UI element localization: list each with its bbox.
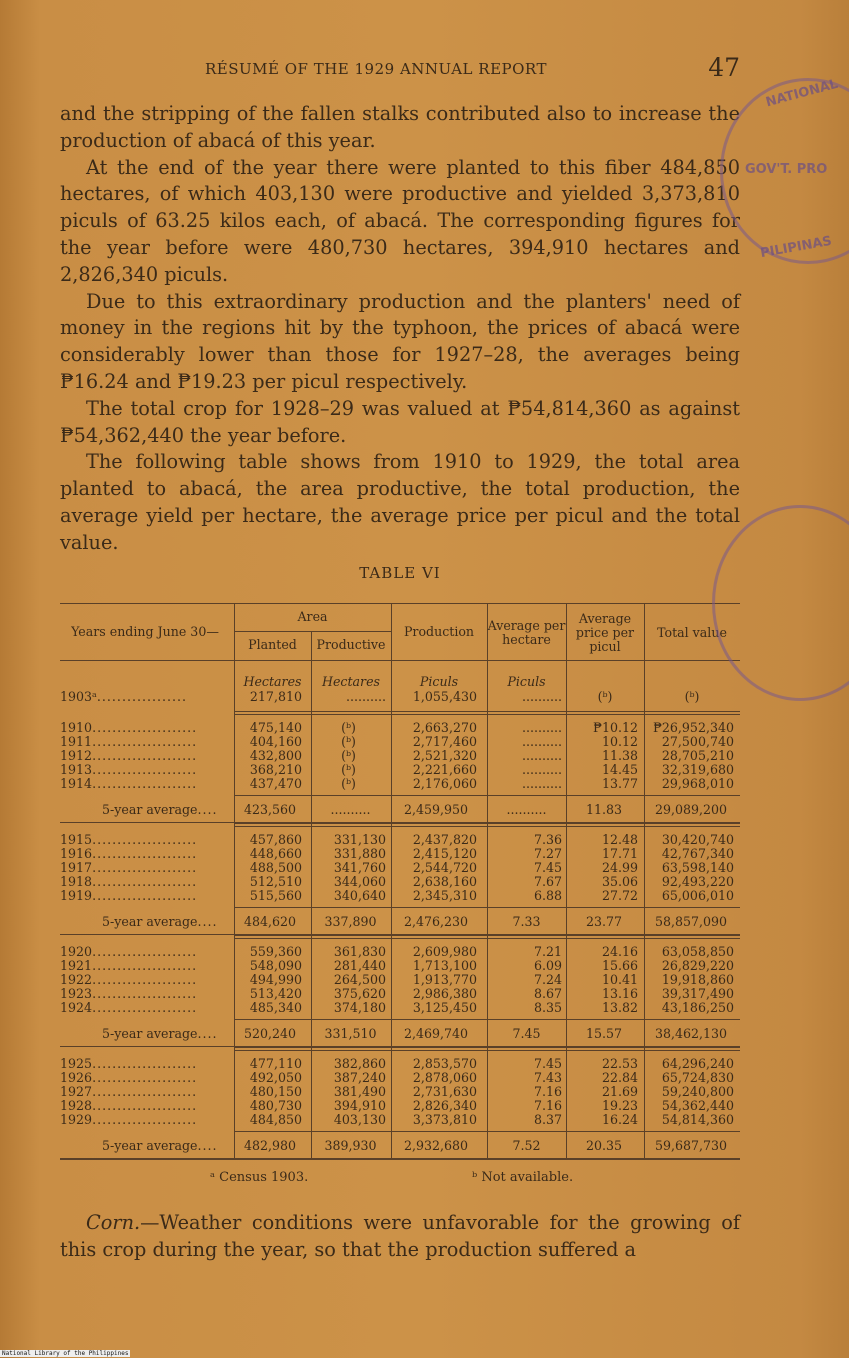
cell-avg-per-hectare: 7.16 bbox=[533, 1098, 562, 1113]
header-planted: Planted bbox=[248, 637, 297, 652]
cell-avg-per-hectare: .......... bbox=[521, 776, 562, 791]
cell-planted: 477,110 bbox=[249, 1056, 302, 1071]
cell-productive: 375,620 bbox=[333, 986, 386, 1001]
unit-planted: Hectares bbox=[243, 674, 302, 689]
cell-production: 2,638,160 bbox=[412, 874, 477, 889]
cell-total-value: 28,705,210 bbox=[661, 748, 734, 763]
average-avg-per-hectare: .......... bbox=[506, 802, 547, 817]
cell-avg-price: 14.45 bbox=[601, 762, 638, 777]
unit-avg-per-hectare: Piculs bbox=[507, 674, 546, 689]
cell-avg-price: 16.24 bbox=[601, 1112, 638, 1127]
average-avg-price: 11.83 bbox=[585, 802, 623, 817]
cell-production: 3,373,810 bbox=[412, 1112, 477, 1127]
cell-planted: 432,800 bbox=[249, 748, 302, 763]
stamp-text-top: NATIONAL bbox=[764, 76, 840, 111]
header-avg-price: Average price per picul bbox=[575, 611, 635, 654]
cell-avg-price: 24.16 bbox=[601, 944, 638, 959]
cell-total-value: 39,317,490 bbox=[661, 986, 734, 1001]
cell-planted: 448,660 bbox=[249, 846, 302, 861]
corn-heading: Corn. bbox=[86, 1211, 141, 1234]
cell-avg-per-hectare: 6.88 bbox=[533, 888, 562, 903]
cell-total-value: 54,814,360 bbox=[661, 1112, 734, 1127]
cell-avg-per-hectare: .......... bbox=[521, 748, 562, 763]
cell-planted: 457,860 bbox=[249, 832, 302, 847]
library-credit: National Library of the Philippines bbox=[2, 1350, 129, 1357]
cell-avg-per-hectare: .......... bbox=[521, 762, 562, 777]
average-label: 5-year average bbox=[102, 802, 198, 817]
cell-avg-price: 13.82 bbox=[601, 1000, 638, 1015]
cell-total-value: 26,829,220 bbox=[661, 958, 734, 973]
cell-planted: 513,420 bbox=[249, 986, 302, 1001]
corn-text: —Weather conditions were unfavorable for the growing of this crop during the year, so that the production suffered a bbox=[60, 1211, 740, 1261]
cell-total-value: 43,186,250 bbox=[661, 1000, 734, 1015]
footnote-b: ᵇ Not available. bbox=[472, 1170, 574, 1185]
cell-planted: 548,090 bbox=[249, 958, 302, 973]
average-planted: 520,240 bbox=[243, 1026, 297, 1041]
cell-production: 2,717,460 bbox=[412, 734, 477, 749]
cell-total-value: 92,493,220 bbox=[661, 874, 734, 889]
cell-planted: 404,160 bbox=[249, 734, 302, 749]
cell-productive: 394,910 bbox=[333, 1098, 386, 1113]
cell-total-value: ₱26,952,340 bbox=[653, 720, 734, 735]
cell-production: 2,663,270 bbox=[412, 720, 477, 735]
cell-avg-per-hectare: 8.37 bbox=[533, 1112, 562, 1127]
cell-planted: 480,150 bbox=[249, 1084, 302, 1099]
cell-year: 1925 bbox=[60, 1056, 93, 1071]
paragraph-crop-value: The total crop for 1928–29 was valued at ₱54,814,360 as against ₱54,362,440 the year before. bbox=[60, 396, 740, 447]
cell-productive: 344,060 bbox=[333, 874, 386, 889]
cell-total-value: 29,968,010 bbox=[661, 776, 734, 791]
header-productive: Productive bbox=[316, 637, 386, 652]
cell-production: 2,826,340 bbox=[412, 1098, 477, 1113]
cell-avg-per-hectare: 8.35 bbox=[533, 1000, 562, 1015]
cell-total-value: 59,240,800 bbox=[661, 1084, 734, 1099]
cell-avg-per-hectare: 7.36 bbox=[533, 832, 562, 847]
cell-production: 2,437,820 bbox=[412, 832, 477, 847]
footnote-a: ᵃ Census 1903. bbox=[210, 1170, 309, 1185]
cell-planted: 485,340 bbox=[249, 1000, 302, 1015]
cell-productive: 331,880 bbox=[333, 846, 386, 861]
cell-planted: 368,210 bbox=[249, 762, 302, 777]
average-label: 5-year average bbox=[102, 1138, 198, 1153]
cell-avg-price: 10.41 bbox=[601, 972, 638, 987]
header-area: Area bbox=[297, 609, 328, 624]
cell-avg-price: 27.72 bbox=[601, 888, 638, 903]
cell-planted: 475,140 bbox=[249, 720, 302, 735]
average-avg-per-hectare: 7.45 bbox=[512, 1026, 541, 1041]
cell-year: 1924 bbox=[60, 1000, 93, 1015]
average-avg-per-hectare: 7.33 bbox=[512, 914, 541, 929]
header-production: Production bbox=[403, 624, 475, 639]
average-planted: 423,560 bbox=[243, 802, 297, 817]
cell-total-value: 42,767,340 bbox=[661, 846, 734, 861]
average-production: 2,469,740 bbox=[403, 1026, 469, 1041]
cell-avg-price: 17.71 bbox=[601, 846, 638, 861]
cell-productive: (ᵇ) bbox=[341, 720, 356, 735]
cell-production: 2,731,630 bbox=[412, 1084, 477, 1099]
cell-avg-per-hectare: 7.43 bbox=[533, 1070, 562, 1085]
cell-production: 2,415,120 bbox=[412, 846, 477, 861]
cell-production: 2,986,380 bbox=[412, 986, 477, 1001]
cell-avg-per-hectare: 7.45 bbox=[533, 1056, 562, 1071]
cell-avg-per-hectare: 7.24 bbox=[533, 972, 562, 987]
cell-avg-price: 21.69 bbox=[601, 1084, 638, 1099]
stamp-text-low: PILIPINAS bbox=[759, 233, 833, 262]
cell-year: 1922 bbox=[60, 972, 93, 987]
cell-production: 1,913,770 bbox=[412, 972, 477, 987]
cell-productive: 264,500 bbox=[333, 972, 386, 987]
cell-total-value: 54,362,440 bbox=[661, 1098, 734, 1113]
cell-production: 2,521,320 bbox=[412, 748, 477, 763]
cell-year: 1926 bbox=[60, 1070, 93, 1085]
cell-production: 2,176,060 bbox=[412, 776, 477, 791]
table-title: TABLE VI bbox=[359, 564, 441, 582]
average-production: 2,459,950 bbox=[403, 802, 469, 817]
header-years: Years ending June 30— bbox=[71, 624, 219, 639]
paragraph-table-intro: The following table shows from 1910 to 1929, the total area planted to abacá, the area productive, the total production, the average yield per hectare, the average price per picul and the total value. bbox=[60, 450, 740, 554]
average-total-value: 59,687,730 bbox=[654, 1138, 728, 1153]
cell-productive: (ᵇ) bbox=[341, 748, 356, 763]
cell-avg-price: 12.48 bbox=[601, 832, 638, 847]
average-label: 5-year average bbox=[102, 914, 198, 929]
body-paragraphs bbox=[60, 101, 740, 557]
cell-productive: 341,760 bbox=[333, 860, 386, 875]
unit-production: Piculs bbox=[419, 674, 459, 689]
cell-productive: 340,640 bbox=[333, 888, 386, 903]
unit-productive: Hectares bbox=[322, 674, 380, 689]
cell-avg-price: 35.06 bbox=[601, 874, 638, 889]
cell-year: 1919 bbox=[60, 888, 93, 903]
cell-avg-price: 22.53 bbox=[601, 1056, 638, 1071]
cell-total-value: 30,420,740 bbox=[661, 832, 734, 847]
cell-avg-price: 11.38 bbox=[601, 748, 638, 763]
cell-total-value: (ᵇ) bbox=[684, 689, 700, 704]
cell-avg-per-hectare: 7.16 bbox=[533, 1084, 562, 1099]
header-total-value: Total value bbox=[657, 625, 727, 640]
cell-avg-price: 24.99 bbox=[601, 860, 638, 875]
cell-productive: 403,130 bbox=[333, 1112, 386, 1127]
cell-productive: .......... bbox=[345, 689, 386, 704]
cell-planted: 512,510 bbox=[249, 874, 302, 889]
cell-avg-price: 15.66 bbox=[601, 958, 638, 973]
cell-year: 1910 bbox=[60, 720, 93, 735]
cell-avg-price: (ᵇ) bbox=[597, 689, 613, 704]
paragraph-planted-area: At the end of the year there were planted to this fiber 484,850 hectares, of which 403,130 were productive and yielded 3,373,810 piculs of 63.25 kilos each, of abacá. The corresponding figures for the year before were 480,730 hectares, 394,910 hectares and 2,826,340 piculs. bbox=[60, 155, 740, 286]
average-total-value: 29,089,200 bbox=[654, 802, 728, 817]
cell-avg-price: 19.23 bbox=[601, 1098, 638, 1113]
cell-avg-per-hectare: 7.45 bbox=[533, 860, 562, 875]
average-avg-price: 15.57 bbox=[585, 1026, 623, 1041]
cell-productive: 387,240 bbox=[333, 1070, 386, 1085]
cell-production: 2,544,720 bbox=[412, 860, 477, 875]
cell-avg-price: 10.12 bbox=[601, 734, 638, 749]
average-total-value: 58,857,090 bbox=[654, 914, 728, 929]
cell-total-value: 27,500,740 bbox=[661, 734, 734, 749]
cell-year: 1911 bbox=[60, 734, 93, 749]
cell-avg-per-hectare: 6.09 bbox=[533, 958, 562, 973]
average-avg-price: 20.35 bbox=[585, 1138, 623, 1153]
document-page: RÉSUMÉ OF THE 1929 ANNUAL REPORT 47 and the stripping of the fallen stalks contributed also to increase the production of abacá of this year. At the end of the year there were planted to this fiber 484,850 hectares, of which 403,130 were productive and yielded 3,373,810 piculs of 63.25 kilos each, of abacá. The corresponding figures for the year before were 480,730 hectares, 394,910 hectares and 2,826,340 piculs. Due to this extraordinary production and the planters' need of money in the regions hit by the typhoon, the prices of abacá were considerably lower than those for 1927–28, the averages being ₱16.24 and ₱19.23 per picul respectively. The total crop for 1928–29 was valued at ₱54,814,360 as against ₱54,362,440 the year before. The following table shows from 1910 to 1929, the total area planted to abacá, the area productive, the total production, the average yield per hectare, the average price per picul and the total value. TABLE VI Years ending June 30— Area Planted Productive Production Average per hectare Average price per picul Total value Hectares Hectares Piculs Piculs 1903ᵃ.................. 217,810 .......... 1,055,430 .......... (ᵇ) (ᵇ) 1910..................... 475,140 (ᵇ) 2,663,270 .......... ₱10.12 ₱26,952,340 1911..................... 404,160 (ᵇ) 2,717,460 .......... 10.12 27,500,740 1912..................... 432,800 (ᵇ) 2,521,320 .......... 11.38 28,705,210 1913..................... 368,210 (ᵇ) 2,221,660 .......... 14.45 32,319,680 1914..................... 437,470 (ᵇ) 2,176,060 .......... 13.77 29,968,010 5-year average.... 423,560 .......... 2,459,950 .......... 11.83 29,089,200 1915..................... 457,860 331,130 2,437,820 7.36 12.48 30,420,740 1916..................... 448,660 331,880 2,415,120 7.27 17.71 42,767,340 1917..................... 488,500 341,760 2,544,720 7.45 24.99 63,598,140 1918..................... 512,510 344,060 2,638,160 7.67 35.06 92,493,220 1919..................... 515,560 340,640 2,345,310 6.88 27.72 65,006,010 5-year average.... 484,620 337,890 2,476,230 7.33 23.77 58,857,090 1920..................... 559,360 361,830 2,609,980 7.21 24.16 63,058,850 1921..................... 548,090 281,440 1,713,100 6.09 15.66 26,829,220 1922..................... 494,990 264,500 1,913,770 7.24 10.41 19,918,860 1923..................... 513,420 375,620 2,986,380 8.67 13.16 39,317,490 1924..................... 485,340 374,180 3,125,450 8.35 13.82 43,186,250 5-year average.... 520,240 331,510 2,469,740 7.45 15.57 38,462,130 1925..................... 477,110 382,860 2,853,570 7.45 22.53 64,296,240 1926..................... 492,050 387,240 2,878,060 7.43 22.84 65,724,830 1927..................... 480,150 381,490 2,731,630 7.16 21.69 59,240,800 1928..................... 480,730 394,910 2,826,340 7.16 19.23 54,362,440 1929..................... 484,850 403,130 3,373,810 8.37 16.24 54,814,360 5-year average.... 482,980 389,930 2,932,680 7.52 20.35 59,687,730 ᵃ Census 1903. ᵇ Not available. Corn.—Weather conditions were unfavorable for the growing of this crop during the year, so that the production suffered a NATIONAL GOV'T. PRO PILIPINAS National Library of the Philippines bbox=[0, 0, 849, 1358]
cell-year: 1913 bbox=[60, 762, 93, 777]
cell-avg-per-hectare: 7.21 bbox=[533, 944, 562, 959]
cell-planted: 217,810 bbox=[249, 689, 302, 704]
cell-production: 2,221,660 bbox=[412, 762, 477, 777]
cell-year: 1916 bbox=[60, 846, 93, 861]
cell-total-value: 63,598,140 bbox=[661, 860, 734, 875]
cell-planted: 437,470 bbox=[249, 776, 302, 791]
average-planted: 484,620 bbox=[243, 914, 297, 929]
cell-year: 1915 bbox=[60, 832, 93, 847]
average-productive: 389,930 bbox=[324, 1138, 377, 1153]
running-head bbox=[60, 53, 740, 83]
cell-avg-price: ₱10.12 bbox=[593, 720, 638, 735]
average-planted: 482,980 bbox=[243, 1138, 297, 1153]
cell-year: 1918 bbox=[60, 874, 93, 889]
average-productive: 331,510 bbox=[324, 1026, 377, 1041]
page-number: 47 bbox=[708, 53, 740, 82]
cell-avg-per-hectare: .......... bbox=[521, 734, 562, 749]
average-production: 2,476,230 bbox=[403, 914, 469, 929]
cell-year: 1929 bbox=[60, 1112, 93, 1127]
cell-avg-price: 13.77 bbox=[601, 776, 638, 791]
cell-planted: 492,050 bbox=[249, 1070, 302, 1085]
paragraph-prices: Due to this extraordinary production and the planters' need of money in the regions hit by the typhoon, the prices of abacá were considerably lower than those for 1927–28, the averages being ₱16.24 and ₱19.23 per picul respectively. bbox=[60, 289, 740, 393]
average-productive: .......... bbox=[330, 802, 371, 817]
cell-productive: (ᵇ) bbox=[341, 734, 356, 749]
cell-total-value: 65,006,010 bbox=[661, 888, 734, 903]
cell-total-value: 32,319,680 bbox=[661, 762, 734, 777]
cell-production: 1,713,100 bbox=[412, 958, 477, 973]
running-title: RÉSUMÉ OF THE 1929 ANNUAL REPORT bbox=[205, 60, 547, 78]
cell-productive: 381,490 bbox=[333, 1084, 386, 1099]
cell-year: 1923 bbox=[60, 986, 93, 1001]
header-avg-per-hectare: Average per hectare bbox=[487, 618, 566, 647]
average-avg-per-hectare: 7.52 bbox=[512, 1138, 541, 1153]
cell-total-value: 19,918,860 bbox=[661, 972, 734, 987]
cell-year: 1917 bbox=[60, 860, 93, 875]
cell-planted: 480,730 bbox=[249, 1098, 302, 1113]
cell-productive: 331,130 bbox=[333, 832, 386, 847]
stamp-text-mid: GOV'T. PRO bbox=[745, 162, 828, 177]
average-label: 5-year average bbox=[102, 1026, 198, 1041]
corn-paragraph bbox=[60, 1210, 740, 1264]
cell-production: 2,345,310 bbox=[412, 888, 477, 903]
cell-productive: 374,180 bbox=[333, 1000, 386, 1015]
cell-total-value: 65,724,830 bbox=[661, 1070, 734, 1085]
cell-productive: 281,440 bbox=[333, 958, 386, 973]
average-productive: 337,890 bbox=[324, 914, 377, 929]
average-production: 2,932,680 bbox=[403, 1138, 469, 1153]
average-avg-price: 23.77 bbox=[585, 914, 623, 929]
cell-production: 2,878,060 bbox=[412, 1070, 477, 1085]
cell-planted: 484,850 bbox=[249, 1112, 302, 1127]
cell-total-value: 63,058,850 bbox=[661, 944, 734, 959]
cell-avg-per-hectare: 7.27 bbox=[533, 846, 562, 861]
cell-avg-price: 22.84 bbox=[601, 1070, 638, 1085]
cell-production: 3,125,450 bbox=[412, 1000, 477, 1015]
cell-year: 1912 bbox=[60, 748, 93, 763]
cell-year: 1928 bbox=[60, 1098, 93, 1113]
cell-avg-per-hectare: .......... bbox=[521, 689, 562, 704]
cell-avg-per-hectare: .......... bbox=[521, 720, 562, 735]
cell-production: 1,055,430 bbox=[412, 689, 477, 704]
cell-year: 1927 bbox=[60, 1084, 93, 1099]
cell-avg-per-hectare: 7.67 bbox=[533, 874, 562, 889]
cell-productive: (ᵇ) bbox=[341, 776, 356, 791]
cell-year: 1903ᵃ bbox=[60, 689, 97, 704]
cell-total-value: 64,296,240 bbox=[661, 1056, 734, 1071]
cell-avg-price: 13.16 bbox=[601, 986, 638, 1001]
cell-productive: 382,860 bbox=[333, 1056, 386, 1071]
cell-production: 2,609,980 bbox=[412, 944, 477, 959]
cell-planted: 559,360 bbox=[249, 944, 302, 959]
cell-production: 2,853,570 bbox=[412, 1056, 477, 1071]
paragraph-continuation: and the stripping of the fallen stalks contributed also to increase the production of abacá of this year. bbox=[60, 102, 740, 152]
cell-planted: 488,500 bbox=[249, 860, 302, 875]
cell-year: 1920 bbox=[60, 944, 93, 959]
cell-productive: (ᵇ) bbox=[341, 762, 356, 777]
cell-year: 1921 bbox=[60, 958, 93, 973]
cell-productive: 361,830 bbox=[333, 944, 386, 959]
cell-year: 1914 bbox=[60, 776, 93, 791]
cell-avg-per-hectare: 8.67 bbox=[533, 986, 562, 1001]
average-total-value: 38,462,130 bbox=[654, 1026, 728, 1041]
cell-planted: 515,560 bbox=[249, 888, 302, 903]
cell-planted: 494,990 bbox=[249, 972, 302, 987]
